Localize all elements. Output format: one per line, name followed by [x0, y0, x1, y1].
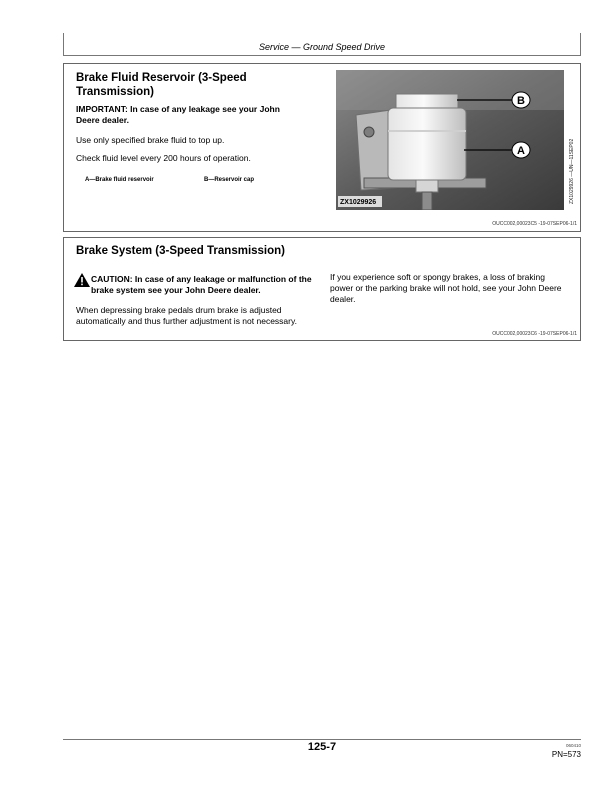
warning-icon: [74, 273, 90, 287]
section-title: Brake System (3-Speed Transmission): [76, 245, 285, 257]
section-brake-fluid-reservoir: [63, 63, 581, 232]
footer-rule: [63, 739, 581, 740]
legend-b: B—Reservoir cap: [204, 177, 255, 183]
section-title: Brake Fluid Reservoir (3-Speed Transmission): [76, 72, 247, 98]
important-note: [76, 104, 301, 126]
paragraph-drum-brake: When depressing brake pedals drum brake is adjusted automatically and thus further adjustment is not necessary.: [76, 305, 297, 326]
header-rule-bottom: [63, 55, 581, 56]
paragraph-check-level: Check fluid level every 200 hours of operation.: [76, 153, 251, 163]
running-head: Service — Ground Speed Drive: [258, 42, 386, 52]
section-ref: OUCC002,00023C6 -19-07SEP06-1/1: [492, 331, 577, 337]
callout-a: A: [517, 145, 525, 157]
legend-a: A—Brake fluid reservoir: [85, 177, 154, 183]
photo-side-ref: ZX1029926 —UN—11SEP02: [569, 138, 575, 204]
callout-b: B: [517, 95, 525, 107]
photo-label: ZX1029926: [340, 199, 377, 206]
paragraph-top-up: Use only specified brake fluid to top up.: [76, 135, 225, 145]
caution-text: CAUTION: In case of any leakage or malfunction of the brake system see your John Deere dealer.: [91, 274, 312, 295]
important-note-text: IMPORTANT: In case of any leakage see your John Deere dealer.: [76, 104, 280, 125]
footer-pn: PN=573: [551, 750, 581, 759]
section-brake-system: [63, 237, 581, 341]
page-number: 125-7: [307, 741, 337, 753]
footer-code: 060410: [565, 743, 581, 748]
reservoir-photo: [336, 70, 564, 210]
paragraph-soft-brakes: If you experience soft or spongy brakes, a loss of braking power or the parking brake will not hold, see your John Deere dealer.: [330, 272, 562, 304]
section-ref: OUCC002,00023C5 -19-07SEP06-1/1: [492, 221, 577, 227]
